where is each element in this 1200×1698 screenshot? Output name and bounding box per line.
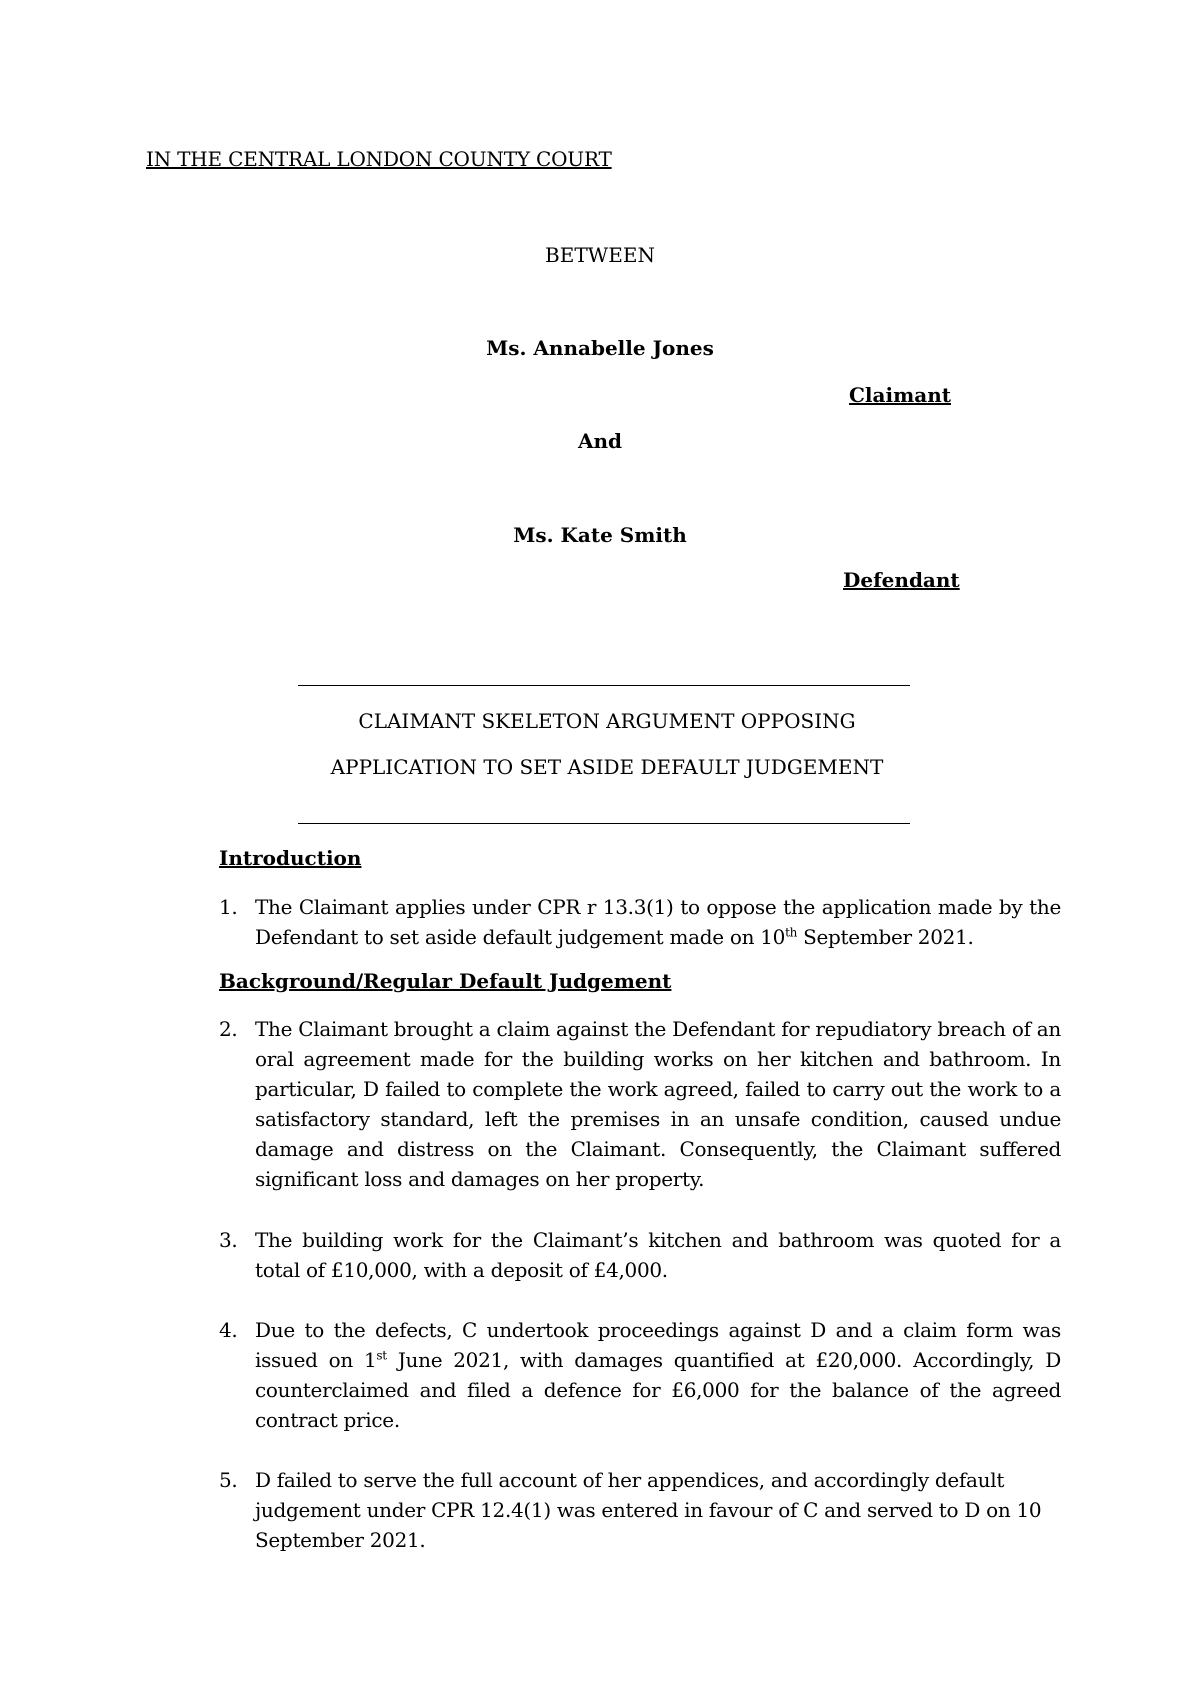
paragraph-number: 5.	[219, 1468, 238, 1492]
paragraph-line: D failed to serve the full account of her appendices, and accordingly default	[255, 1468, 1005, 1492]
paragraph-text: June 2021, with damages quantified at £20,000. Accordingly, D counterclaimed and filed a defence for £6,000 for the balance of the agreed contract price.	[255, 1348, 1061, 1432]
introduction-heading: Introduction	[219, 846, 362, 870]
paragraph-1	[219, 892, 1061, 952]
paragraph-line: judgement under CPR 12.4(1) was entered in favour of C and served to D on 10	[255, 1498, 1042, 1522]
claimant-name: Ms. Annabelle Jones	[486, 336, 714, 360]
paragraph-number: 1.	[219, 895, 238, 919]
paragraph-number: 2.	[219, 1017, 238, 1041]
paragraph-2	[219, 1014, 1061, 1194]
paragraph-text: Due to the defects, C undertook proceedings against D and a claim form was issued on 1	[255, 1318, 1061, 1372]
paragraph-4	[219, 1315, 1061, 1435]
paragraph-number: 4.	[219, 1318, 238, 1342]
paragraph-number: 3.	[219, 1228, 238, 1252]
document-title-line2: APPLICATION TO SET ASIDE DEFAULT JUDGEMENT	[330, 755, 884, 779]
paragraph-text: September 2021.	[797, 925, 974, 949]
background-heading: Background/Regular Default Judgement	[219, 969, 672, 993]
and-label: And	[577, 429, 623, 453]
ordinal-suffix: th	[785, 925, 798, 940]
ordinal-suffix: st	[376, 1348, 387, 1363]
defendant-name: Ms. Kate Smith	[513, 523, 687, 547]
court-name: IN THE CENTRAL LONDON COUNTY COURT	[146, 147, 612, 171]
title-top-rule	[298, 685, 910, 686]
paragraph-3	[219, 1225, 1061, 1285]
between-label: BETWEEN	[545, 243, 655, 267]
paragraph-5	[219, 1465, 1061, 1555]
defendant-label: Defendant	[843, 568, 960, 592]
paragraph-text: The Claimant brought a claim against the Defendant for repudiatory breach of an oral agreement made for the building works on her kitchen and bathroom. In particular, D failed to complete the work agreed, failed to carry out the work to a satisfactory standard, left the premises in an unsafe condition, caused undue damage and distress on the Claimant. Consequently, the Claimant suffered significant loss and damages on her property.	[255, 1017, 1061, 1191]
title-bottom-rule	[298, 823, 910, 824]
paragraph-text: The Claimant applies under CPR r 13.3(1) to oppose the application made by the Defendant to set aside default judgement made on 10	[255, 895, 1061, 949]
paragraph-line: September 2021.	[255, 1528, 426, 1552]
paragraph-text: The building work for the Claimant’s kitchen and bathroom was quoted for a total of £10,000, with a deposit of £4,000.	[255, 1228, 1061, 1282]
claimant-label: Claimant	[849, 383, 951, 407]
document-title-line1: CLAIMANT SKELETON ARGUMENT OPPOSING	[358, 709, 856, 733]
